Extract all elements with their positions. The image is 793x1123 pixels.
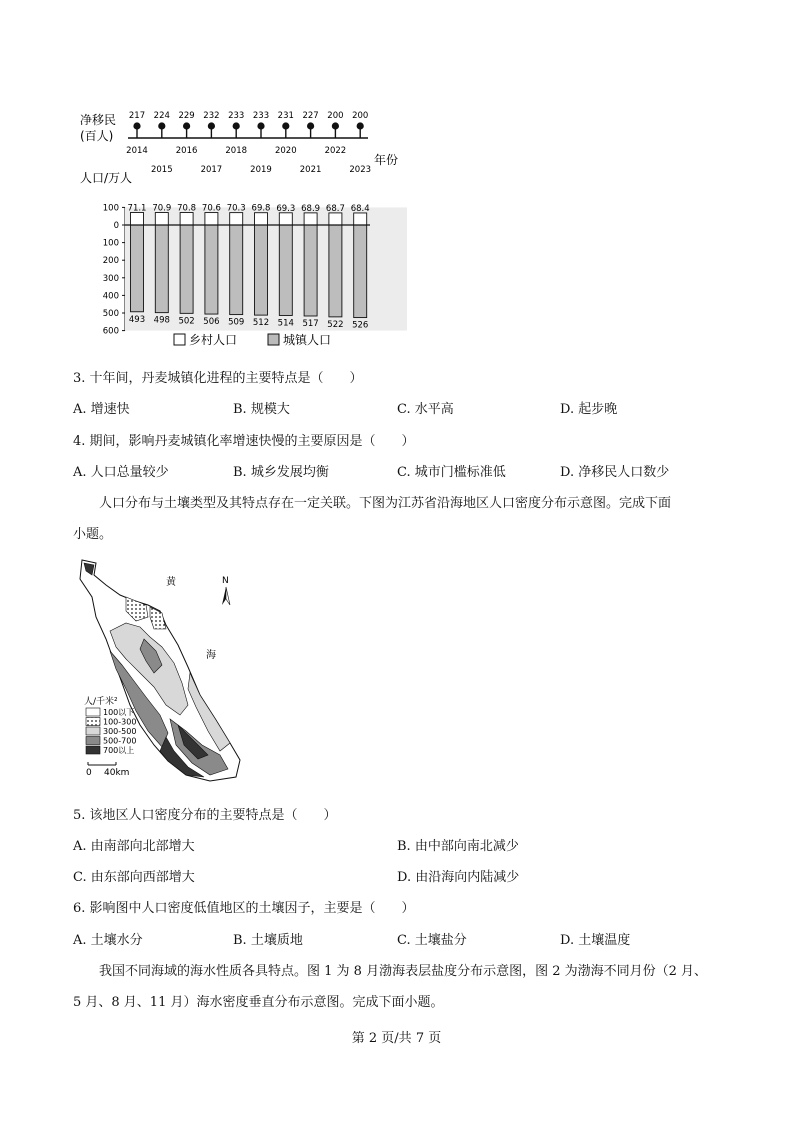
bar-rural-value-label: 71.1 <box>127 203 147 214</box>
bar-urban-value-label: 517 <box>302 318 319 329</box>
bar-urban <box>255 225 268 315</box>
map-legend-swatch <box>86 718 100 726</box>
timeline-year-label: 2022 <box>324 146 347 156</box>
timeline-point <box>282 122 289 129</box>
legend-rural-swatch <box>174 334 185 345</box>
timeline-ylabel-line2: (百人) <box>80 129 114 143</box>
denmark-population-chart <box>70 100 410 352</box>
map-legend-label: 100以下 <box>103 708 135 717</box>
q3-option-b: B. 规模大 <box>233 402 290 417</box>
timeline-year-label: 2019 <box>250 165 272 175</box>
bar-rural <box>205 213 218 225</box>
timeline-point <box>233 122 240 129</box>
map-scale-0: 0 <box>86 768 92 778</box>
bar-rural <box>180 213 193 225</box>
bar-urban-value-label: 493 <box>128 314 146 325</box>
intro3-line1: 我国不同海域的海水性质各具特点。图 1 为 8 月渤海表层盐度分布示意图，图 2 为渤海不同月份（2 月、 <box>99 964 708 979</box>
map-legend-swatch <box>86 708 100 716</box>
timeline-ylabel-line1: 净移民 <box>80 113 117 127</box>
bar-y-tick-label: 500 <box>102 309 119 319</box>
map-legend-swatch <box>86 746 100 754</box>
intro3-line2: 5 月、8 月、11 月）海水密度垂直分布示意图。完成下面小题。 <box>73 995 444 1010</box>
timeline-value-label: 217 <box>128 111 146 121</box>
timeline-year-label: 2016 <box>175 146 198 156</box>
bar-urban <box>180 225 193 313</box>
q3-option-a: A. 增速快 <box>73 402 130 417</box>
timeline-year-label: 2020 <box>274 146 297 156</box>
bar-rural <box>230 213 243 225</box>
bar-rural-value-label: 68.4 <box>350 203 370 214</box>
bar-rural-value-label: 70.9 <box>152 203 172 214</box>
timeline-value-label: 224 <box>153 111 170 121</box>
svg-text:N: N <box>222 576 229 586</box>
map-scale-length: 40km <box>104 768 130 778</box>
bar-y-tick-label: 100 <box>102 238 119 249</box>
timeline-year-label: 2018 <box>225 146 248 156</box>
map-legend-label: 100-300 <box>103 717 137 727</box>
bar-y-tick-label: 600 <box>102 326 119 337</box>
timeline-value-label: 200 <box>352 111 369 121</box>
bar-urban-value-label: 522 <box>327 319 344 330</box>
bar-ylabel: 人口/万人 <box>80 171 133 185</box>
bar-y-tick-label: 400 <box>102 291 119 302</box>
jiangsu-coastal-density-map <box>70 555 270 787</box>
timeline-value-label: 232 <box>203 111 220 121</box>
timeline-value-label: 233 <box>228 111 245 121</box>
q5-option-a: A. 由南部向北部增大 <box>73 839 195 854</box>
q6-stem: 6. 影响图中人口密度低值地区的土壤因子，主要是（ ） <box>73 901 415 916</box>
bar-rural <box>354 213 367 225</box>
bar-urban <box>354 225 367 318</box>
timeline-point <box>357 122 364 129</box>
q4-option-c: C. 城市门槛标准低 <box>397 465 506 480</box>
timeline-value-label: 227 <box>302 111 319 121</box>
q5-option-d: D. 由沿海向内陆减少 <box>397 870 520 885</box>
timeline-point <box>332 122 339 129</box>
intro2-line1: 人口分布与土壤类型及其特点存在一定关联。下图为江苏省沿海地区人口密度分布示意图。完成下面 <box>99 496 672 511</box>
q5-option-c: C. 由东部向西部增大 <box>73 870 195 885</box>
bar-rural <box>255 213 268 225</box>
q5-option-b: B. 由中部向南北减少 <box>397 839 519 854</box>
bar-y-tick-label: 300 <box>102 273 119 284</box>
timeline-value-label: 229 <box>178 111 195 121</box>
bar-urban-value-label: 512 <box>252 318 270 329</box>
bar-urban-value-label: 514 <box>277 318 294 329</box>
q4-stem: 4. 期间，影响丹麦城镇化率增速快慢的主要原因是（ ） <box>73 434 415 449</box>
timeline-year-label: 2017 <box>200 165 223 175</box>
map-legend-label: 300-500 <box>103 727 137 736</box>
q6-option-a: A. 土壤水分 <box>73 933 143 948</box>
bar-y-tick-label: 200 <box>102 256 119 267</box>
bar-urban-value-label: 526 <box>352 320 369 331</box>
bar-rural-value-label: 69.3 <box>276 203 296 214</box>
map-sea-label-2: 海 <box>206 650 216 661</box>
map-legend-swatch <box>86 727 100 735</box>
bar-urban-value-label: 509 <box>228 317 245 328</box>
timeline-value-label: 231 <box>277 111 294 121</box>
timeline-point <box>133 122 140 129</box>
q3-option-c: C. 水平高 <box>397 402 454 417</box>
bar-rural-value-label: 68.9 <box>301 203 321 214</box>
legend-urban-label: 城镇人口 <box>283 333 332 347</box>
map-legend-swatch <box>86 737 100 745</box>
timeline-year-label: 2015 <box>150 165 173 175</box>
map-legend-label: 700以上 <box>103 746 135 755</box>
bar-urban <box>279 225 292 315</box>
timeline-xlabel: 年份 <box>374 153 399 167</box>
bar-urban <box>230 225 243 315</box>
bar-urban <box>205 225 218 314</box>
timeline-point <box>208 122 215 129</box>
bar-y-tick-label: 0 <box>113 221 119 231</box>
q4-option-a: A. 人口总量较少 <box>73 465 169 480</box>
q4-option-b: B. 城乡发展均衡 <box>233 465 329 480</box>
bar-rural-value-label: 69.8 <box>251 203 271 214</box>
timeline-value-label: 233 <box>252 111 270 121</box>
bar-rural-value-label: 68.7 <box>325 203 345 214</box>
bar-urban <box>329 225 342 317</box>
legend-rural-label: 乡村人口 <box>189 333 238 347</box>
bar-rural <box>131 212 144 225</box>
timeline-year-label: 2021 <box>299 165 322 175</box>
intro2-line2: 小题。 <box>73 527 113 542</box>
timeline-point <box>183 122 190 129</box>
q3-option-d: D. 起步晚 <box>560 402 618 417</box>
map-legend-label: 500-700 <box>103 736 137 746</box>
timeline-value-label: 200 <box>327 111 344 121</box>
map-sea-label-1: 黄 <box>166 577 176 588</box>
bar-urban-value-label: 498 <box>153 315 170 326</box>
bar-rural-value-label: 70.3 <box>226 203 246 214</box>
q6-option-b: B. 土壤质地 <box>233 933 303 948</box>
timeline-point <box>158 122 165 129</box>
bar-urban <box>155 225 168 313</box>
bar-urban-value-label: 502 <box>178 316 195 327</box>
q6-option-d: D. 土壤温度 <box>560 933 631 948</box>
legend-urban-swatch <box>268 334 279 345</box>
page-footer: 第 2 页/共 7 页 <box>351 1031 442 1046</box>
q5-stem: 5. 该地区人口密度分布的主要特点是（ ） <box>73 808 337 823</box>
timeline-point <box>257 122 264 129</box>
bar-rural-value-label: 70.8 <box>177 203 197 214</box>
timeline-year-label: 2014 <box>126 146 148 156</box>
q6-option-c: C. 土壤盐分 <box>397 933 467 948</box>
timeline-year-label: 2023 <box>349 165 372 175</box>
bar-rural <box>279 213 292 225</box>
bar-urban-value-label: 506 <box>203 317 220 328</box>
bar-rural <box>329 213 342 225</box>
bar-rural <box>304 213 317 225</box>
map-legend-title: 人/千米² <box>84 697 118 707</box>
bar-rural-value-label: 70.6 <box>201 203 221 214</box>
bar-urban <box>304 225 317 316</box>
bar-rural <box>155 213 168 225</box>
timeline-point <box>307 122 314 129</box>
q3-stem: 3. 十年间，丹麦城镇化进程的主要特点是（ ） <box>73 371 363 386</box>
bar-y-tick-label: 100 <box>102 203 119 214</box>
bar-urban <box>131 225 144 312</box>
q4-option-d: D. 净移民人口数少 <box>560 465 670 480</box>
north-arrow-icon <box>222 576 230 605</box>
